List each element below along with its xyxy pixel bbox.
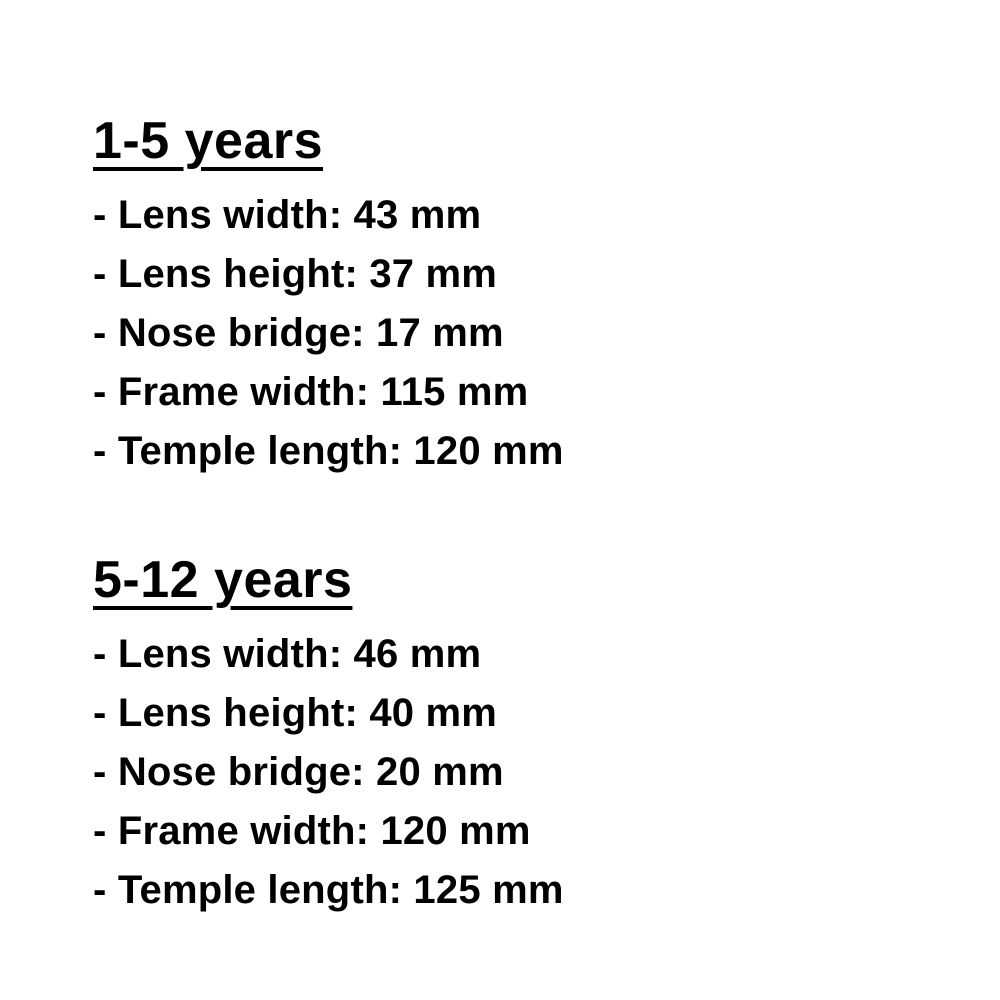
section-heading-1-5-years: 1-5 years bbox=[93, 112, 324, 170]
section-heading-5-12-years: 5-12 years bbox=[93, 551, 353, 609]
spec-item-lens-height: - Lens height: 40 mm bbox=[93, 691, 498, 735]
spec-item-temple-length: - Temple length: 125 mm bbox=[93, 868, 564, 912]
spec-item-nose-bridge: - Nose bridge: 17 mm bbox=[93, 311, 504, 355]
spec-item-frame-width: - Frame width: 120 mm bbox=[93, 809, 531, 853]
size-section-1-5-years bbox=[93, 110, 960, 481]
spec-item-lens-height: - Lens height: 37 mm bbox=[93, 252, 498, 296]
spec-item-frame-width: - Frame width: 115 mm bbox=[93, 370, 529, 414]
spec-list-1-5-years bbox=[93, 186, 960, 481]
spec-item-lens-width: - Lens width: 43 mm bbox=[93, 193, 482, 237]
spec-item-nose-bridge: - Nose bridge: 20 mm bbox=[93, 750, 504, 794]
size-section-5-12-years bbox=[93, 549, 960, 920]
spec-list-5-12-years bbox=[93, 625, 960, 920]
spec-item-lens-width: - Lens width: 46 mm bbox=[93, 632, 482, 676]
spec-item-temple-length: - Temple length: 120 mm bbox=[93, 429, 564, 473]
